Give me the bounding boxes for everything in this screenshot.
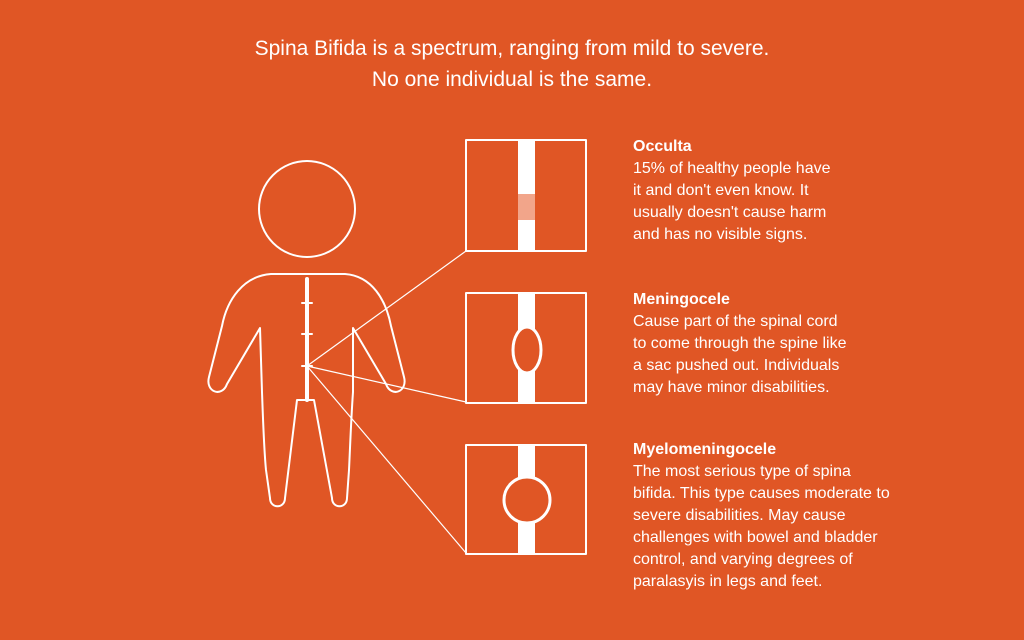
type-occulta xyxy=(633,136,953,246)
connector-myelomeningocele xyxy=(307,366,466,553)
connector-occulta xyxy=(307,251,466,366)
type-description: Cause part of the spinal cord to come through the spine like a sac pushed out. Individuals may have minor disabilities. xyxy=(633,313,847,396)
spine-gap-highlight xyxy=(518,194,535,220)
sac-circle-icon xyxy=(504,477,550,523)
myelomeningocele-spine-sac-circle-icon xyxy=(466,445,586,554)
type-meningocele xyxy=(633,289,953,399)
meningocele-spine-sac-oval-icon xyxy=(466,293,586,403)
sac-oval-icon xyxy=(513,327,541,373)
connector-meningocele xyxy=(307,366,466,402)
headline-line-1: Spina Bifida is a spectrum, ranging from mild to severe. xyxy=(254,37,770,60)
type-title: Occulta xyxy=(633,138,692,155)
figure-spine xyxy=(302,279,312,400)
type-description: The most serious type of spina bifida. This type causes moderate to severe disabilities. May cause challenges with bowel and bladder control, and varying degrees of paralasyis in legs and feet. xyxy=(633,463,890,590)
type-description: 15% of healthy people have it and don't even know. It usually doesn't cause harm and has no visible signs. xyxy=(633,160,831,243)
occulta-spine-gap-icon xyxy=(466,140,586,251)
type-myelomeningocele xyxy=(633,439,953,593)
connector-lines xyxy=(307,251,466,553)
type-title: Myelomeningocele xyxy=(633,441,777,458)
type-title: Meningocele xyxy=(633,291,730,308)
head-icon xyxy=(259,161,355,257)
headline-line-2: No one individual is the same. xyxy=(371,68,653,91)
